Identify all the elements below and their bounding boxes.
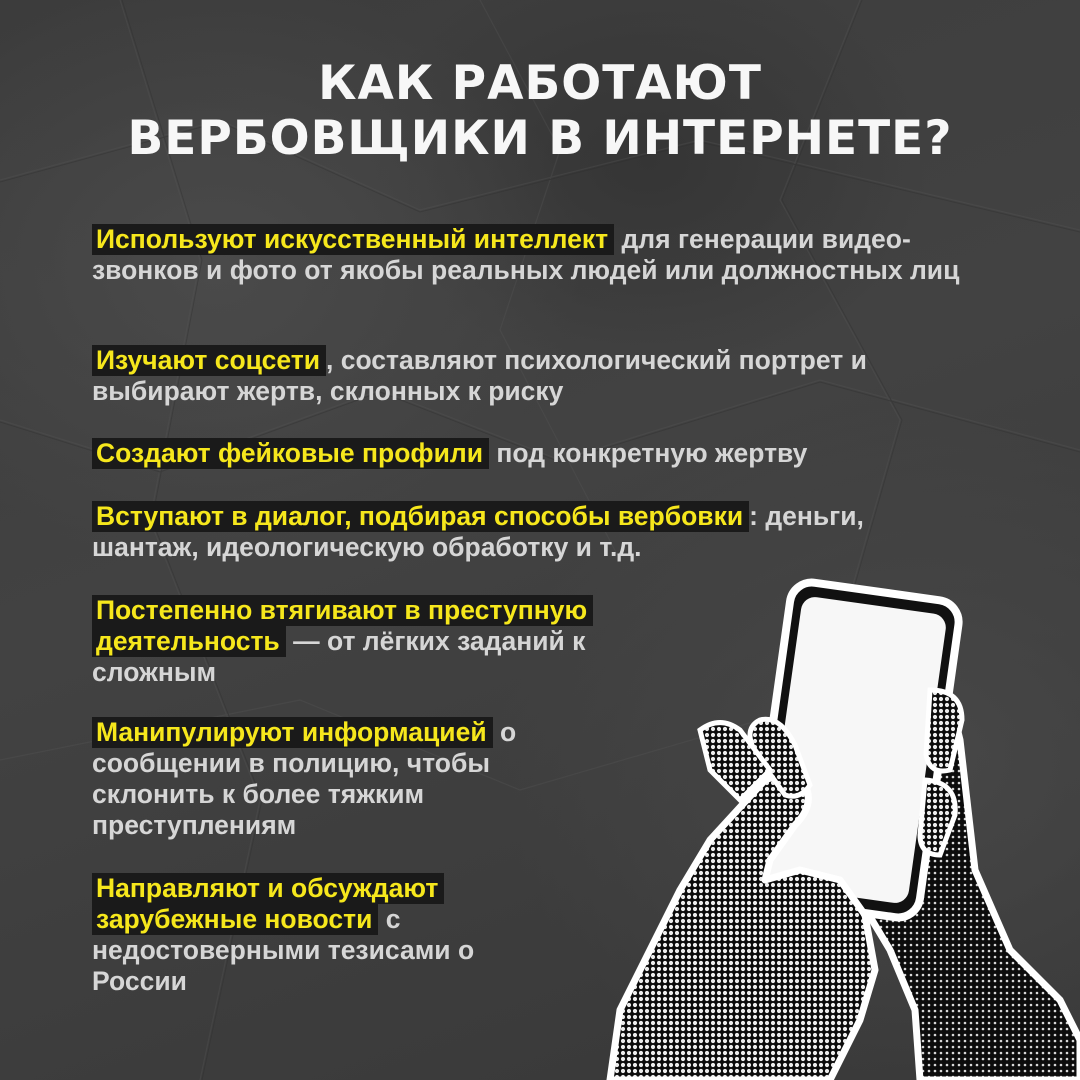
page-title xyxy=(0,56,1080,166)
list-item xyxy=(92,438,992,469)
item-text: : деньги, шантаж, идеологическую обработку и т.д. xyxy=(92,501,864,562)
title-line-2: ВЕРБОВЩИКИ В ИНТЕРНЕТЕ? xyxy=(127,111,953,166)
item-text: под конкретную жертву xyxy=(489,438,808,468)
title-line-1: КАК РАБОТАЮТ xyxy=(318,56,762,111)
item-text: о сообщении в полицию, чтобы склонить к более тяжким преступлениям xyxy=(92,717,517,840)
item-highlight: Манипулируют информацией xyxy=(92,717,493,748)
list-item xyxy=(92,501,912,563)
list-item xyxy=(92,873,562,997)
item-highlight: Создают фейковые профили xyxy=(92,438,489,469)
item-text: с недостоверными тезисами о России xyxy=(92,904,475,996)
item-highlight: Используют искусственный интеллект xyxy=(92,224,614,255)
list-item xyxy=(92,224,992,286)
hands-holding-phone-icon xyxy=(590,570,1080,1080)
list-item xyxy=(92,717,612,841)
item-text: — от лёгких заданий к сложным xyxy=(92,626,586,687)
item-text: для генерации видео-звонков и фото от якобы реальных людей или должностных лиц xyxy=(92,224,960,285)
list-item xyxy=(92,345,892,407)
item-text: , составляют психологический портрет и выбирают жертв, склонных к риску xyxy=(92,345,867,406)
item-highlight: Вступают в диалог, подбирая способы вербовки xyxy=(92,501,749,532)
item-highlight: Изучают соцсети xyxy=(92,345,326,376)
item-highlight: Постепенно втягивают в преступную деятельность xyxy=(92,595,593,657)
item-highlight: Направляют и обсуждают зарубежные новости xyxy=(92,873,444,935)
